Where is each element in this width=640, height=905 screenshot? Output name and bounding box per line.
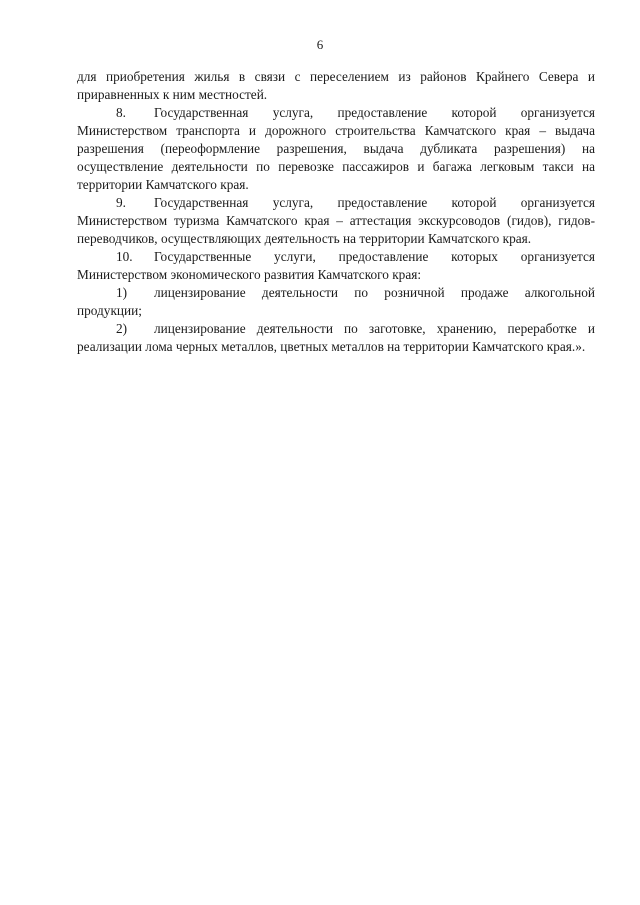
document-body [77, 68, 595, 356]
paragraph-text: лицензирование деятельности по заготовке, хранению, переработке и реализации лома черных металлов, цветных металлов на территории Камчатского края.». [77, 321, 595, 354]
item-number: 10. [116, 249, 133, 264]
paragraph-subitem-1 [77, 284, 595, 320]
paragraph-item-8 [77, 104, 595, 194]
paragraph-text: Государственная услуга, предоставление которой организуется Министерством туризма Камчатского края – аттестация экскурсоводов (гидов), гидов-переводчиков, осуществляющих деятельность на территории Камчатского края. [77, 195, 595, 246]
item-number: 9. [116, 195, 126, 210]
paragraph-item-9 [77, 194, 595, 248]
paragraph-text: Государственные услуги, предоставление которых организуется Министерством экономического развития Камчатского края: [77, 249, 595, 282]
paragraph-text: лицензирование деятельности по розничной продаже алкогольной продукции; [77, 285, 595, 318]
item-number: 2) [116, 321, 128, 336]
paragraph-text: для приобретения жилья в связи с переселением из районов Крайнего Севера и приравненных к ним местностей. [77, 69, 595, 102]
paragraph-item-10 [77, 248, 595, 284]
page-number: 6 [316, 37, 324, 52]
item-number: 1) [116, 285, 128, 300]
paragraph-text: Государственная услуга, предоставление которой организуется Министерством транспорта и дорожного строительства Камчатского края – выдача разрешения (переоформление разрешения, выдача дубликата разрешения) на осуществление деятельности по перевозке пассажиров и багажа легковым такси на территории Камчатского края. [77, 105, 595, 192]
paragraph-subitem-2 [77, 320, 595, 356]
paragraph-continuation [77, 68, 595, 104]
item-number: 8. [116, 105, 126, 120]
